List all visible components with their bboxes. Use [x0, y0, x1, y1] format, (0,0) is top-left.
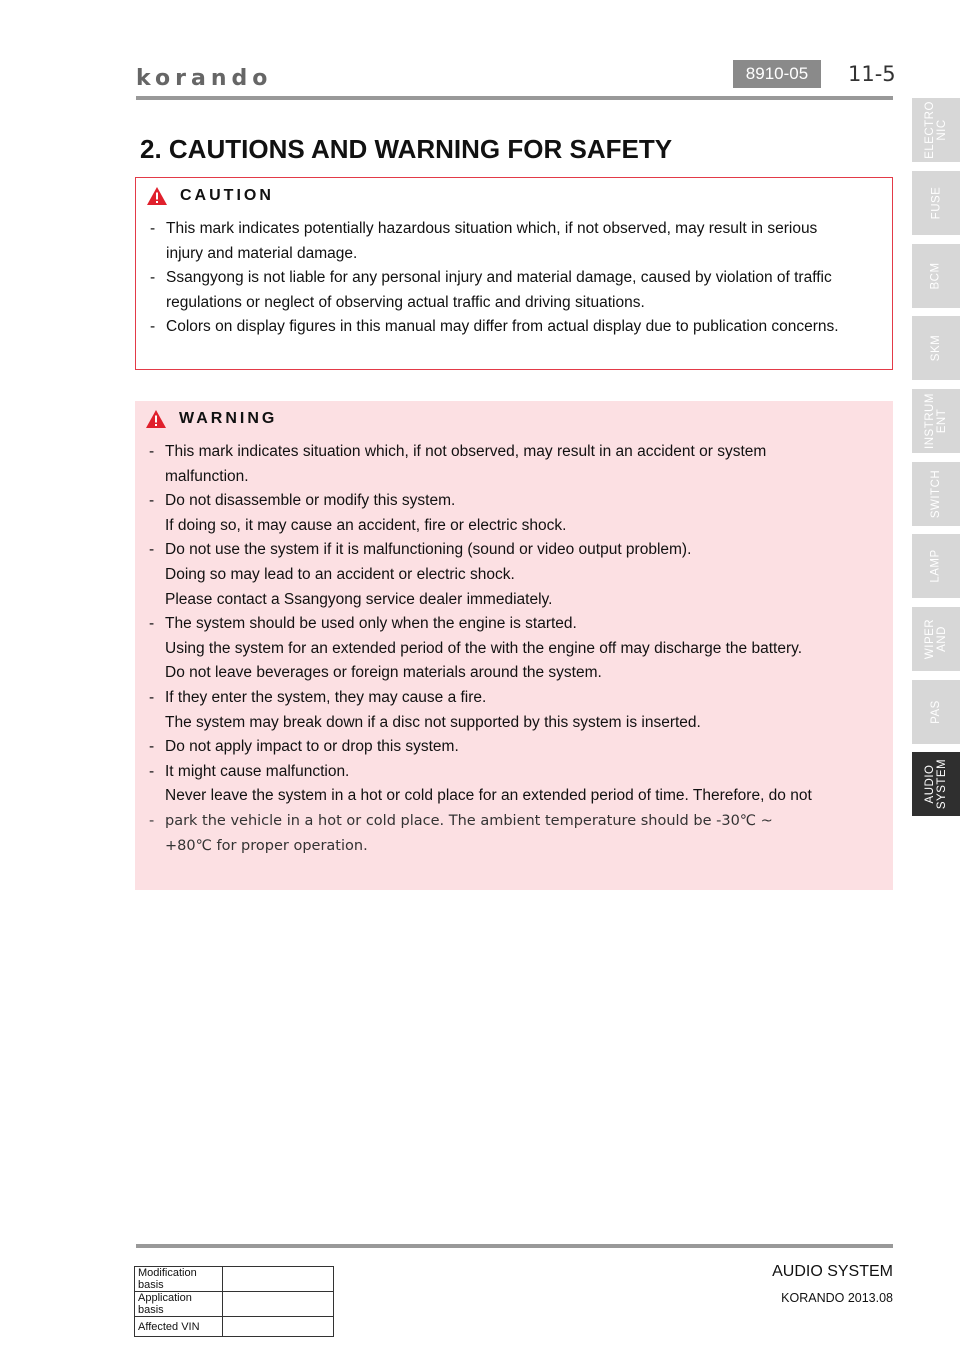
table-row: Modification basis	[135, 1267, 334, 1292]
header-divider	[136, 96, 893, 100]
caution-label: CAUTION	[180, 187, 274, 204]
list-item: - park the vehicle in a hot or cold place. The ambient temperature should be -30℃ ~ +80℃ for proper operation.	[149, 812, 773, 854]
list-item: - The system should be used only when the engine is started. Using the system for an extended period of the with the engine off may discharge the battery. Do not leave beverages or foreign materials around the system.	[149, 615, 803, 682]
table-row: Affected VIN	[135, 1317, 334, 1337]
footer-divider	[136, 1244, 893, 1248]
caution-list	[150, 217, 880, 340]
document-code-badge: 8910-05	[733, 60, 821, 88]
list-item: - Ssangyong is not liable for any personal injury and material damage, caused by violation of traffic regulations or neglect of observing actual traffic and driving situations.	[150, 269, 832, 311]
revision-table	[134, 1266, 334, 1337]
alert-triangle-icon	[146, 186, 168, 206]
list-item: - It might cause malfunction. Never leave the system in a hot or cold place for an extended period of time. Therefore, do not	[149, 762, 812, 805]
page-number: 11-5	[848, 62, 896, 86]
list-item: - Do not disassemble or modify this system. If doing so, it may cause an accident, fire or electric shock.	[149, 492, 567, 534]
caution-header	[146, 186, 274, 206]
list-item: - This mark indicates situation which, if not observed, may result in an accident or system malfunction.	[149, 443, 767, 485]
section-title: 2. CAUTIONS AND WARNING FOR SAFETY	[140, 134, 673, 164]
list-item: - If they enter the system, they may cause a fire. The system may break down if a disc not supported by this system is inserted.	[149, 688, 701, 731]
warning-box	[135, 401, 893, 890]
table-row: Application basis	[135, 1292, 334, 1317]
tab-lamp[interactable]: LAMP	[912, 534, 960, 598]
warning-header	[145, 409, 277, 429]
list-item: - This mark indicates potentially hazardous situation which, if not observed, may result in serious injury and material damage.	[150, 220, 818, 262]
caution-box	[135, 177, 893, 370]
list-item: - Do not apply impact to or drop this system.	[149, 738, 459, 756]
tab-wiper[interactable]: WIPER AND	[912, 607, 960, 671]
tab-pas[interactable]: PAS	[912, 680, 960, 744]
tab-instrument[interactable]: INSTRUM ENT	[912, 389, 960, 453]
list-item: - Colors on display figures in this manual may differ from actual display due to publication concerns.	[150, 318, 839, 336]
tab-bcm[interactable]: BCM	[912, 244, 960, 308]
korando-logo: korando	[136, 66, 273, 91]
footer-model-date: KORANDO 2013.08	[781, 1291, 893, 1305]
tab-skm[interactable]: SKM	[912, 316, 960, 380]
tab-switch[interactable]: SWITCH	[912, 462, 960, 526]
warning-list	[149, 440, 879, 858]
tab-fuse[interactable]: FUSE	[912, 171, 960, 235]
alert-triangle-icon	[145, 409, 167, 429]
tab-electronic[interactable]: ELECTRO NIC	[912, 98, 960, 162]
list-item: - Do not use the system if it is malfunctioning (sound or video output problem). Doing so may lead to an accident or electric shock. Please contact a Ssangyong service dealer immediately.	[149, 541, 692, 608]
tab-audio-system[interactable]: AUDIO SYSTEM	[912, 752, 960, 816]
warning-label: WARNING	[179, 410, 278, 427]
footer-section-name: AUDIO SYSTEM	[772, 1263, 893, 1280]
